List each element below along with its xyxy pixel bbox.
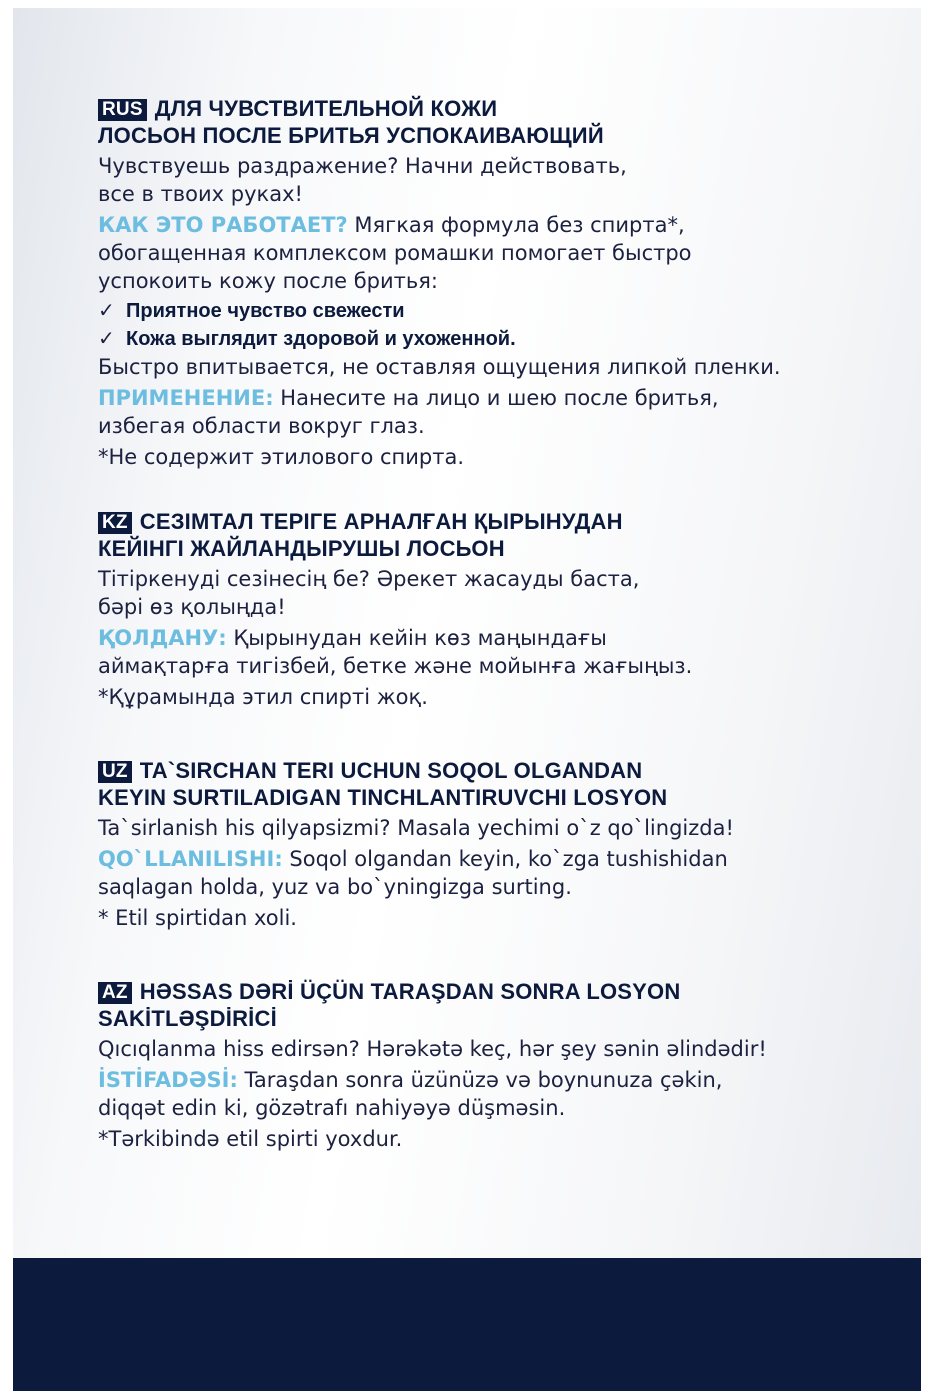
kz-use-label: ҚОЛДАНУ:: [98, 626, 227, 650]
section-kz: [98, 508, 798, 711]
language-tag-uz: UZ: [98, 761, 132, 783]
uz-use-label: QO`LLANILISHI:: [98, 847, 283, 871]
rus-note: *Не содержит этилового спирта.: [98, 445, 465, 469]
az-heading-line-2: SAKİTLƏŞDİRİCİ: [98, 1006, 277, 1031]
kz-use-line-2: аймақтарға тигізбей, бетке және мойынға жағыңыз.: [98, 654, 693, 678]
section-rus: [98, 95, 798, 471]
kz-note: *Құрамында этил спирті жоқ.: [98, 685, 428, 709]
az-use-line-2: diqqət edin ki, gözətrafı nahiyəyə düşməsin.: [98, 1096, 566, 1120]
uz-note: * Etil spirtidan xoli.: [98, 906, 297, 930]
rus-benefit-text-2: Кожа выглядит здоровой и ухоженной.: [126, 328, 516, 350]
kz-heading-text-1: СЕЗІМТАЛ ТЕРІГЕ АРНАЛҒАН ҚЫРЫНУДАН: [139, 509, 623, 534]
kz-intro-line-2: бәрі өз қолыңда!: [98, 595, 286, 619]
kz-use-line-1: [98, 624, 798, 652]
uz-use-line-2: saqlagan holda, yuz va bo`yningizga surting.: [98, 875, 572, 899]
section-uz: [98, 757, 798, 932]
uz-heading-line-2: KEYIN SURTILADIGAN TINCHLANTIRUVCHI LOSYON: [98, 785, 668, 810]
az-heading-text-1: HƏSSAS DƏRİ ÜÇÜN TARAŞDAN SONRA LOSYON: [139, 979, 681, 1004]
rus-use-line-2: избегая области вокруг глаз.: [98, 414, 425, 438]
rus-absorb-text: Быстро впитывается, не оставляя ощущения липкой пленки.: [98, 355, 781, 379]
rus-intro-line-1: Чувствуешь раздражение? Начни действовать,: [98, 154, 627, 178]
uz-heading-line-1: [98, 757, 798, 784]
uz-use-line-1: [98, 845, 798, 873]
rus-how-label: КАК ЭТО РАБОТАЕТ?: [98, 213, 348, 237]
rus-heading-line-2: ЛОСЬОН ПОСЛЕ БРИТЬЯ УСПОКАИВАЮЩИЙ: [98, 123, 604, 148]
rus-how-line-3: успокоить кожу после бритья:: [98, 269, 438, 293]
package-box: [13, 8, 921, 1391]
az-intro-line-1: Qıcıqlanma hiss edirsən? Hərəkətə keç, hər şey sənin əlindədir!: [98, 1037, 767, 1061]
check-icon: ✓: [98, 328, 115, 350]
az-use-text-1: Taraşdan sonra üzünüzə və boynunuza çəkin,: [237, 1068, 723, 1092]
rus-heading-text-1: ДЛЯ ЧУВСТВИТЕЛЬНОЙ КОЖИ: [154, 96, 498, 121]
az-heading-line-1: [98, 978, 798, 1005]
section-az: [98, 978, 798, 1153]
kz-heading-line-1: [98, 508, 798, 535]
rus-benefit-2: [98, 325, 798, 353]
az-use-label: İSTİFADƏSİ:: [98, 1068, 238, 1092]
kz-use-text-1: Қырынудан кейін көз маңындағы: [226, 626, 607, 650]
kz-heading-line-2: КЕЙІНГІ ЖАЙЛАНДЫРУШЫ ЛОСЬОН: [98, 536, 505, 561]
language-tag-az: AZ: [98, 982, 132, 1004]
kz-intro-line-1: Тітіркенуді сезінесің бе? Әрекет жасауды баста,: [98, 567, 640, 591]
rus-intro-line-2: все в твоих руках!: [98, 182, 303, 206]
rus-how-line-1: [98, 211, 798, 239]
language-tag-kz: KZ: [98, 512, 132, 534]
language-tag-rus: RUS: [98, 99, 147, 121]
bottom-navy-band: [13, 1258, 921, 1391]
az-note: *Tərkibində etil spirti yoxdur.: [98, 1127, 403, 1151]
rus-how-text-1: Мягкая формула без спирта*,: [347, 213, 685, 237]
rus-benefit-1: [98, 297, 798, 325]
check-icon: ✓: [98, 300, 115, 322]
uz-heading-text-1: TA`SIRCHAN TERI UCHUN SOQOL OLGANDAN: [139, 758, 643, 783]
rus-benefit-text-1: Приятное чувство свежести: [126, 300, 405, 322]
rus-how-line-2: обогащенная комплексом ромашки помогает быстро: [98, 241, 692, 265]
az-use-line-1: [98, 1066, 798, 1094]
rus-heading-line-1: [98, 95, 798, 122]
uz-intro-line-1: Ta`sirlanish his qilyapsizmi? Masala yechimi o`z qo`lingizda!: [98, 816, 734, 840]
rus-use-label: ПРИМЕНЕНИЕ:: [98, 386, 274, 410]
rus-use-text-1: Нанесите на лицо и шею после бритья,: [273, 386, 719, 410]
rus-use-line-1: [98, 384, 798, 412]
uz-use-text-1: Soqol olgandan keyin, ko`zga tushishidan: [282, 847, 728, 871]
